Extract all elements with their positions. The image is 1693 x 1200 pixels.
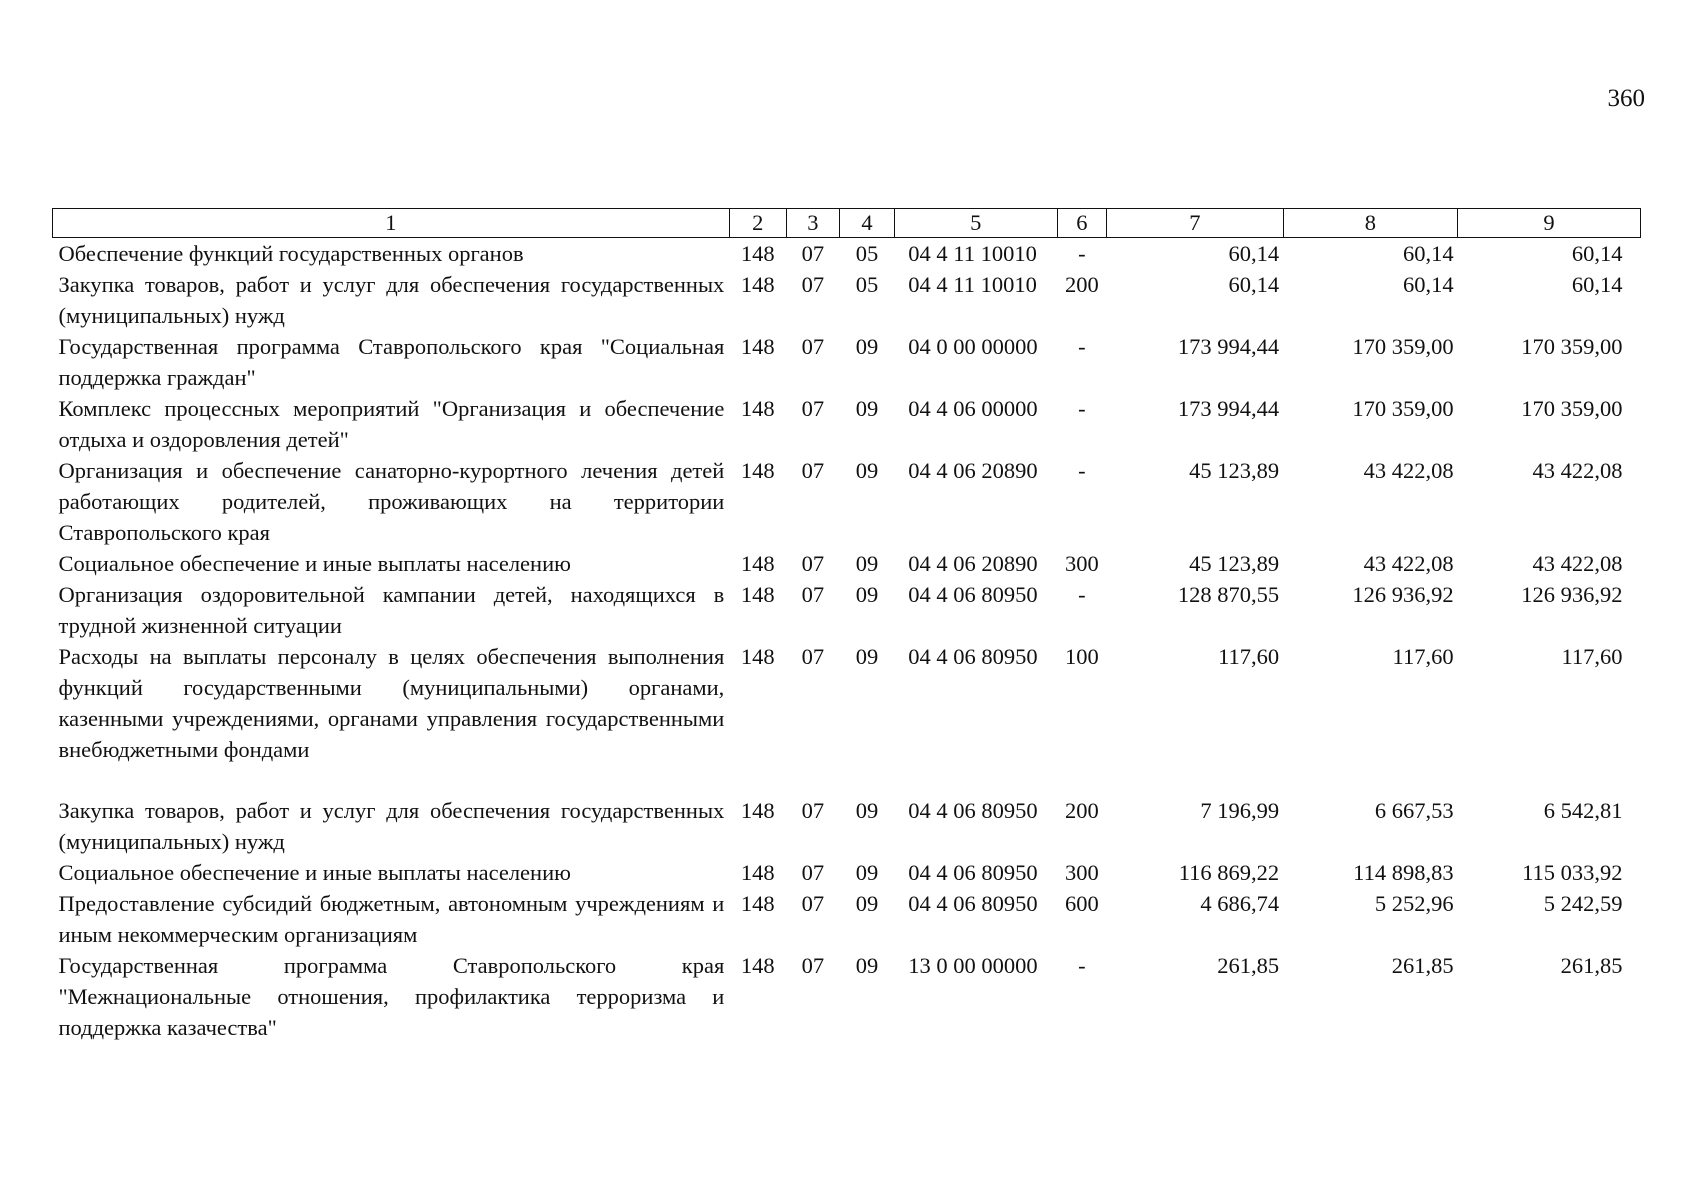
cell-amount-8: 170 359,00 (1352, 396, 1454, 421)
cell-amount-9: 60,14 (1571, 272, 1623, 297)
row-name: Комплекс процессных мероприятий "Организация и обеспечение отдыха и оздоровления детей" (58, 396, 725, 452)
row-name: Организация и обеспечение санаторно-курортного лечения детей работающих родителей, проживающих на территории Ставропольского края (58, 458, 725, 545)
cell-subsection: 09 (855, 551, 879, 576)
cell-admin-code: 148 (740, 860, 775, 885)
cell-expense-type: - (1078, 334, 1086, 359)
cell-admin-code: 148 (740, 644, 775, 669)
cell-amount-7: 45 123,89 (1189, 458, 1280, 483)
cell-admin-code: 148 (740, 241, 775, 266)
cell-subsection: 05 (855, 241, 879, 266)
cell-section: 07 (801, 860, 825, 885)
table-row (53, 579, 1641, 641)
cell-admin-code: 148 (740, 272, 775, 297)
cell-amount-9: 126 936,92 (1521, 582, 1623, 607)
cell-target-code: 04 4 11 10010 (908, 272, 1037, 297)
column-header: 6 (1057, 209, 1106, 238)
table-row (53, 641, 1641, 765)
cell-expense-type: - (1078, 953, 1086, 978)
cell-amount-7: 4 686,74 (1200, 891, 1280, 916)
cell-amount-9: 43 422,08 (1532, 551, 1623, 576)
cell-amount-8: 126 936,92 (1352, 582, 1454, 607)
row-name: Обеспечение функций государственных органов (58, 241, 524, 266)
column-header: 9 (1458, 209, 1641, 238)
table-row (53, 857, 1641, 888)
cell-amount-9: 170 359,00 (1521, 334, 1623, 359)
cell-section: 07 (801, 953, 825, 978)
row-name: Государственная программа Ставропольского края "Межнациональные отношения, профилактика терроризма и поддержка казачества" (58, 953, 725, 1040)
column-header: 4 (840, 209, 895, 238)
cell-expense-type: 200 (1065, 798, 1099, 823)
cell-expense-type: 300 (1065, 860, 1099, 885)
cell-section: 07 (801, 891, 825, 916)
row-name: Закупка товаров, работ и услуг для обеспечения государственных (муниципальных) нужд (58, 798, 725, 854)
cell-target-code: 04 4 11 10010 (908, 241, 1037, 266)
table-row (53, 795, 1641, 857)
cell-amount-8: 117,60 (1392, 644, 1454, 669)
cell-amount-7: 116 869,22 (1178, 860, 1280, 885)
cell-amount-9: 6 542,81 (1543, 798, 1623, 823)
cell-amount-8: 60,14 (1402, 272, 1454, 297)
cell-amount-7: 173 994,44 (1177, 396, 1280, 421)
cell-amount-9: 170 359,00 (1521, 396, 1623, 421)
cell-admin-code: 148 (740, 798, 775, 823)
cell-amount-8: 114 898,83 (1353, 860, 1454, 885)
cell-amount-9: 60,14 (1571, 241, 1623, 266)
column-header: 7 (1107, 209, 1284, 238)
cell-amount-8: 170 359,00 (1352, 334, 1454, 359)
cell-subsection: 09 (855, 644, 879, 669)
cell-admin-code: 148 (740, 551, 775, 576)
cell-amount-9: 261,85 (1560, 953, 1623, 978)
cell-expense-type: - (1078, 582, 1086, 607)
row-name: Предоставление субсидий бюджетным, автономным учреждениям и иным некоммерческим организациям (58, 891, 725, 947)
cell-expense-type: - (1078, 241, 1086, 266)
cell-expense-type: - (1078, 396, 1086, 421)
cell-subsection: 09 (855, 334, 879, 359)
cell-amount-8: 6 667,53 (1374, 798, 1454, 823)
table-row (53, 548, 1641, 579)
cell-expense-type: 200 (1065, 272, 1099, 297)
cell-amount-9: 117,60 (1561, 644, 1623, 669)
table-row (53, 331, 1641, 393)
table-row (53, 455, 1641, 548)
table-row (53, 393, 1641, 455)
cell-target-code: 04 4 06 20890 (908, 551, 1038, 576)
table-row (53, 950, 1641, 1043)
cell-amount-9: 115 033,92 (1522, 860, 1623, 885)
cell-expense-type: 600 (1065, 891, 1099, 916)
cell-admin-code: 148 (740, 582, 775, 607)
cell-section: 07 (801, 582, 825, 607)
column-header: 2 (729, 209, 786, 238)
cell-admin-code: 148 (740, 396, 775, 421)
cell-subsection: 09 (855, 458, 879, 483)
cell-target-code: 04 4 06 80950 (908, 644, 1038, 669)
cell-expense-type: 100 (1065, 644, 1099, 669)
cell-subsection: 05 (855, 272, 879, 297)
page-number: 360 (1607, 85, 1645, 112)
cell-subsection: 09 (855, 582, 879, 607)
cell-subsection: 09 (855, 396, 879, 421)
table-row (53, 269, 1641, 331)
cell-target-code: 04 4 06 80950 (908, 860, 1038, 885)
cell-section: 07 (801, 241, 825, 266)
cell-target-code: 04 4 06 00000 (908, 396, 1038, 421)
table-row (53, 888, 1641, 950)
row-name: Государственная программа Ставропольского края "Социальная поддержка граждан" (58, 334, 725, 390)
cell-admin-code: 148 (740, 334, 775, 359)
cell-amount-9: 43 422,08 (1532, 458, 1623, 483)
row-name: Социальное обеспечение и иные выплаты населению (58, 860, 571, 885)
cell-amount-8: 43 422,08 (1363, 458, 1454, 483)
column-header: 1 (53, 209, 730, 238)
cell-section: 07 (801, 798, 825, 823)
cell-subsection: 09 (855, 891, 879, 916)
cell-amount-8: 60,14 (1402, 241, 1454, 266)
table-row (53, 238, 1641, 270)
cell-target-code: 04 0 00 00000 (908, 334, 1038, 359)
cell-expense-type: 300 (1065, 551, 1099, 576)
cell-section: 07 (801, 458, 825, 483)
spacer-cell (53, 765, 1641, 795)
cell-admin-code: 148 (740, 891, 775, 916)
cell-target-code: 13 0 00 00000 (908, 953, 1038, 978)
cell-amount-9: 5 242,59 (1543, 891, 1623, 916)
cell-section: 07 (801, 334, 825, 359)
column-header: 3 (786, 209, 840, 238)
budget-table (52, 208, 1641, 1043)
cell-amount-8: 43 422,08 (1363, 551, 1454, 576)
cell-section: 07 (801, 396, 825, 421)
cell-target-code: 04 4 06 80950 (908, 582, 1038, 607)
cell-amount-7: 261,85 (1217, 953, 1280, 978)
cell-amount-7: 117,60 (1218, 644, 1280, 669)
cell-amount-8: 261,85 (1391, 953, 1454, 978)
cell-target-code: 04 4 06 80950 (908, 798, 1038, 823)
cell-subsection: 09 (855, 798, 879, 823)
cell-admin-code: 148 (740, 953, 775, 978)
cell-amount-7: 7 196,99 (1200, 798, 1280, 823)
cell-section: 07 (801, 272, 825, 297)
cell-amount-7: 60,14 (1228, 272, 1280, 297)
cell-subsection: 09 (855, 860, 879, 885)
row-name: Закупка товаров, работ и услуг для обеспечения государственных (муниципальных) нужд (58, 272, 725, 328)
cell-subsection: 09 (855, 953, 879, 978)
cell-amount-7: 45 123,89 (1189, 551, 1280, 576)
cell-amount-7: 128 870,55 (1177, 582, 1280, 607)
cell-admin-code: 148 (740, 458, 775, 483)
cell-amount-7: 173 994,44 (1177, 334, 1280, 359)
cell-section: 07 (801, 644, 825, 669)
cell-amount-7: 60,14 (1228, 241, 1280, 266)
cell-expense-type: - (1078, 458, 1086, 483)
cell-amount-8: 5 252,96 (1374, 891, 1454, 916)
cell-target-code: 04 4 06 80950 (908, 891, 1038, 916)
column-header: 8 (1283, 209, 1457, 238)
row-name: Социальное обеспечение и иные выплаты населению (58, 551, 571, 576)
cell-section: 07 (801, 551, 825, 576)
row-name: Организация оздоровительной кампании детей, находящихся в трудной жизненной ситуации (58, 582, 725, 638)
cell-target-code: 04 4 06 20890 (908, 458, 1038, 483)
row-name: Расходы на выплаты персоналу в целях обеспечения выполнения функций государственными (муниципальными) органами, казенными учреждениями, органами управления государственными внебюджетными фондами (58, 644, 725, 762)
header-row (53, 209, 1641, 238)
row-spacer (53, 765, 1641, 795)
column-header: 5 (894, 209, 1057, 238)
